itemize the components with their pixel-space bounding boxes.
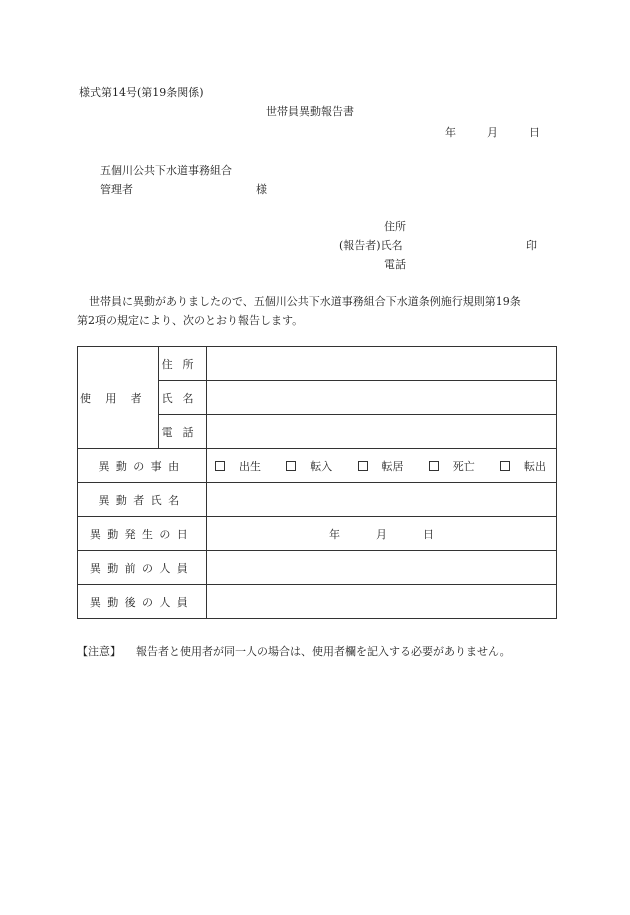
person-name-label: 異動者氏名 <box>78 483 207 517</box>
date-day-label: 日 <box>423 527 434 541</box>
table-row <box>78 347 557 381</box>
seal-mark: 印 <box>526 239 537 252</box>
checkbox-icon[interactable] <box>500 461 510 471</box>
date-year-label: 年 <box>445 126 456 139</box>
table-row <box>78 483 557 517</box>
before-count-field[interactable] <box>207 551 557 585</box>
table-row <box>78 517 557 551</box>
user-phone-field[interactable] <box>207 415 557 449</box>
addressee-position: 管理者 <box>100 183 133 196</box>
body-text-line2: 第2項の規定により、次のとおり報告します。 <box>77 314 304 327</box>
reporter-name-label: 氏名 <box>380 239 403 252</box>
reason-death[interactable] <box>429 458 475 474</box>
table-row <box>78 585 557 619</box>
user-phone-label: 電話 <box>159 415 207 449</box>
reason-birth[interactable] <box>215 458 261 474</box>
report-table <box>77 346 557 619</box>
body-text-line1: 世帯員に異動がありましたので、五個川公共下水道事務組合下水道条例施行規則第19条 <box>89 295 521 308</box>
date-day-label: 日 <box>529 126 540 139</box>
table-row <box>78 449 557 483</box>
change-date-field[interactable] <box>207 517 557 551</box>
reason-label-text: 転居 <box>381 459 404 473</box>
reason-label-text: 出生 <box>239 459 261 473</box>
reason-label-text: 転入 <box>310 459 333 473</box>
checkbox-icon[interactable] <box>429 461 439 471</box>
reason-label-text: 死亡 <box>452 459 475 473</box>
form-number: 様式第14号(第19条関係) <box>79 86 204 99</box>
change-date-label: 異動発生の日 <box>78 517 207 551</box>
checkbox-icon[interactable] <box>358 461 368 471</box>
date-month-label: 月 <box>487 126 498 139</box>
reporter-name-row <box>339 237 403 253</box>
reason-options <box>207 449 557 483</box>
checkbox-icon[interactable] <box>215 461 225 471</box>
reason-label-text: 転出 <box>524 459 546 473</box>
report-date <box>445 124 540 140</box>
table-row <box>78 551 557 585</box>
checkbox-icon[interactable] <box>286 461 296 471</box>
addressee-honorific: 様 <box>256 183 267 196</box>
reporter-phone-label: 電話 <box>384 258 406 271</box>
date-year-label: 年 <box>329 527 340 541</box>
user-address-label: 住所 <box>159 347 207 381</box>
reason-relocation[interactable] <box>358 458 404 474</box>
reason-label: 異動の事由 <box>78 449 207 483</box>
user-name-label: 氏名 <box>159 381 207 415</box>
before-count-label: 異動前の人員 <box>78 551 207 585</box>
reporter-role-label: (報告者) <box>339 239 381 252</box>
reason-move-in[interactable] <box>286 458 332 474</box>
user-name-field[interactable] <box>207 381 557 415</box>
reason-move-out[interactable] <box>500 458 546 474</box>
note-label: 【注意】 <box>77 645 121 658</box>
note-text: 報告者と使用者が同一人の場合は、使用者欄を記入する必要がありません。 <box>136 645 511 658</box>
person-name-field[interactable] <box>207 483 557 517</box>
after-count-label: 異動後の人員 <box>78 585 207 619</box>
user-address-field[interactable] <box>207 347 557 381</box>
page-title: 世帯員異動報告書 <box>266 105 354 118</box>
date-month-label: 月 <box>376 527 387 541</box>
addressee-organization: 五個川公共下水道事務組合 <box>100 164 232 177</box>
user-label: 使用者 <box>78 347 159 449</box>
after-count-field[interactable] <box>207 585 557 619</box>
reporter-address-label: 住所 <box>384 220 406 233</box>
